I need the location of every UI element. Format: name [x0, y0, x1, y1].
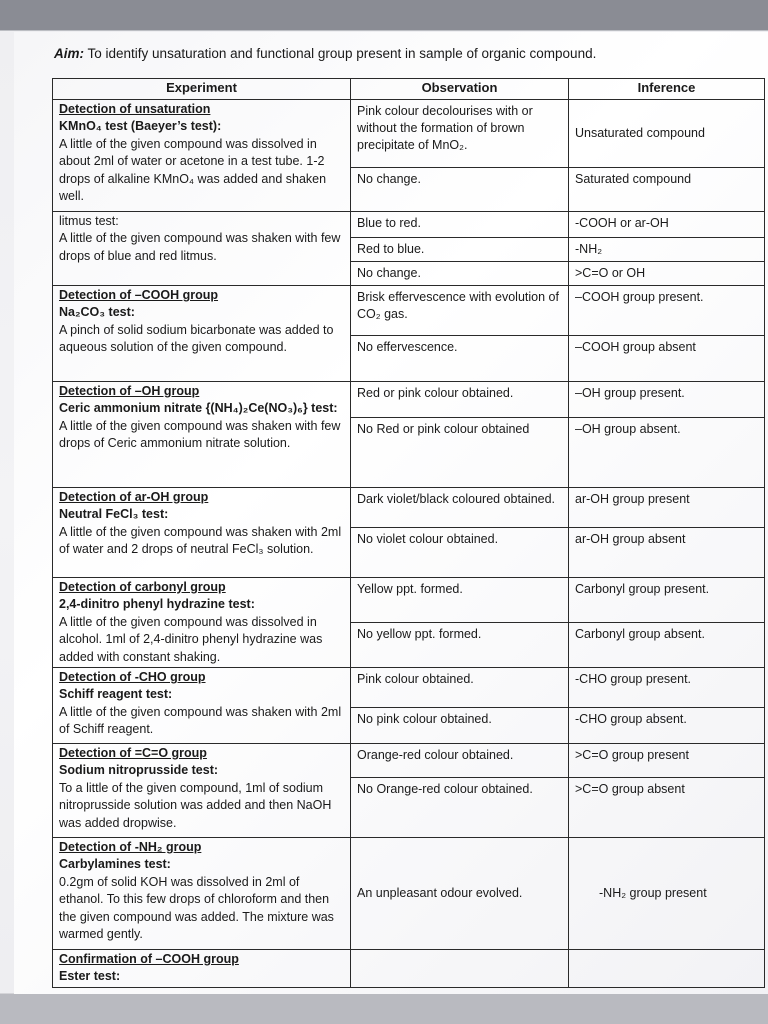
procedure-text: A little of the given compound was dissolved in about 2ml of water or acetone in a test tube. 1-2 drops of alkaline KMnO₄ was added and shaken well.: [59, 136, 327, 204]
experiment-cell: [53, 950, 351, 988]
table-row: [53, 382, 765, 418]
section-heading: Detection of =C=O group: [59, 746, 207, 761]
test-name: Schiff reagent test:: [59, 687, 173, 702]
aim-text: To identify unsaturation and functional group present in sample of organic compound.: [87, 46, 597, 61]
inference-cell: Carbonyl group present.: [569, 578, 765, 623]
section-heading: Detection of ar-OH group: [59, 490, 209, 504]
observation-cell: No Red or pink colour obtained: [351, 418, 569, 488]
observation-cell: Blue to red.: [351, 212, 569, 238]
observation-cell: [351, 950, 569, 988]
inference-cell: -NH₂: [569, 238, 765, 262]
procedure-text: To a little of the given compound, 1ml of sodium nitroprusside solution was added and then NaOH was added dropwise.: [59, 780, 332, 830]
test-name: Carbylamines test:: [59, 857, 171, 872]
inference-cell: Carbonyl group absent.: [569, 623, 765, 668]
inference-cell: –COOH group present.: [569, 286, 765, 336]
experiment-table: [52, 78, 765, 988]
inference-cell: >C=O group absent: [569, 778, 765, 838]
procedure-text: A little of the given compound was shaken with few drops of Ceric ammonium nitrate solution.: [59, 418, 341, 451]
section-heading: Detection of carbonyl group: [59, 580, 226, 594]
inference-cell: Unsaturated compound: [569, 100, 765, 168]
procedure-text: 0.2gm of solid KOH was dissolved in 2ml of ethanol. To this few drops of chloroform and then the given compound was added. The mixture was warmed gently.: [59, 874, 334, 942]
experiment-cell: [53, 578, 351, 668]
experiment-cell: [53, 286, 351, 382]
observation-cell: No change.: [351, 168, 569, 212]
table-row: [53, 668, 765, 708]
section-heading: Detection of unsaturation: [59, 102, 211, 116]
procedure-text: A pinch of solid sodium bicarbonate was added to aqueous solution of the given compound.: [59, 322, 334, 355]
header-observation: Observation: [351, 79, 569, 100]
experiment-cell: [53, 488, 351, 578]
table-row: [53, 100, 765, 168]
observation-cell: No yellow ppt. formed.: [351, 623, 569, 668]
inference-cell: –OH group present.: [569, 382, 765, 418]
experiment-cell: [53, 668, 351, 744]
experiment-cell: [53, 744, 351, 838]
procedure-text: A little of the given compound was shaken with 2ml of water and 2 drops of neutral FeCl₃ solution.: [59, 524, 342, 557]
table-row: [53, 212, 765, 238]
table-row: [53, 838, 765, 950]
observation-cell: No pink colour obtained.: [351, 708, 569, 744]
table-row: [53, 578, 765, 623]
procedure-text: A little of the given compound was dissolved in alcohol. 1ml of 2,4-dinitro phenyl hydrazine was added with constant shaking.: [59, 614, 323, 664]
header-experiment: Experiment: [53, 79, 351, 100]
observation-cell: Brisk effervescence with evolution of CO₂ gas.: [351, 286, 569, 336]
observation-cell: Orange-red colour obtained.: [351, 744, 569, 778]
document-page: [14, 32, 768, 994]
inference-cell: -CHO group present.: [569, 668, 765, 708]
experiment-cell: [53, 100, 351, 212]
inference-cell: ar-OH group present: [569, 488, 765, 528]
experiment-cell: [53, 212, 351, 286]
procedure-text: A little of the given compound was shaken with few drops of blue and red litmus.: [59, 231, 341, 263]
table-row: [53, 950, 765, 988]
observation-cell: Yellow ppt. formed.: [351, 578, 569, 623]
inference-cell: –OH group absent.: [569, 418, 765, 488]
inference-cell: -CHO group absent.: [569, 708, 765, 744]
experiment-cell: [53, 838, 351, 950]
test-name: Neutral FeCl₃ test:: [59, 507, 169, 522]
test-name: KMnO₄ test (Baeyer’s test):: [59, 119, 222, 134]
observation-cell: No Orange-red colour obtained.: [351, 778, 569, 838]
observation-cell: Red or pink colour obtained.: [351, 382, 569, 418]
test-name: Sodium nitroprusside test:: [59, 763, 219, 778]
observation-cell: No effervescence.: [351, 336, 569, 382]
header-inference: Inference: [569, 79, 765, 100]
test-name: 2,4-dinitro phenyl hydrazine test:: [59, 597, 255, 612]
section-heading: Detection of -NH₂ group: [59, 840, 202, 855]
observation-cell: An unpleasant odour evolved.: [351, 838, 569, 950]
test-name: Ceric ammonium nitrate {(NH₄)₂Ce(NO₃)₆} test:: [59, 401, 338, 416]
section-heading: Detection of –COOH group: [59, 288, 219, 302]
inference-cell: ar-OH group absent: [569, 528, 765, 578]
observation-cell: Pink colour decolourises with or without the formation of brown precipitate of MnO₂.: [351, 100, 569, 168]
test-name: Na₂CO₃ test:: [59, 305, 135, 320]
section-heading: Detection of –OH group: [59, 384, 200, 398]
observation-cell: No change.: [351, 262, 569, 286]
aim-statement: [54, 45, 734, 63]
section-heading: Detection of -CHO group: [59, 670, 206, 685]
inference-cell: –COOH group absent: [569, 336, 765, 382]
observation-cell: Red to blue.: [351, 238, 569, 262]
table-row: [53, 286, 765, 336]
test-name: Ester test:: [59, 969, 121, 984]
experiment-cell: [53, 382, 351, 488]
observation-cell: No violet colour obtained.: [351, 528, 569, 578]
inference-cell: -NH₂ group present: [569, 838, 765, 950]
observation-cell: Pink colour obtained.: [351, 668, 569, 708]
table-header-row: [53, 79, 765, 100]
inference-cell: Saturated compound: [569, 168, 765, 212]
inference-cell: >C=O group present: [569, 744, 765, 778]
aim-label: Aim:: [54, 46, 84, 61]
inference-cell: -COOH or ar-OH: [569, 212, 765, 238]
table-row: [53, 488, 765, 528]
inference-cell: [569, 950, 765, 988]
observation-cell: Dark violet/black coloured obtained.: [351, 488, 569, 528]
section-heading: Confirmation of –COOH group: [59, 952, 239, 967]
table-row: [53, 744, 765, 778]
procedure-text: A little of the given compound was shaken with 2ml of Schiff reagent.: [59, 704, 342, 737]
inference-cell: >C=O or OH: [569, 262, 765, 286]
test-name: litmus test:: [59, 214, 119, 228]
